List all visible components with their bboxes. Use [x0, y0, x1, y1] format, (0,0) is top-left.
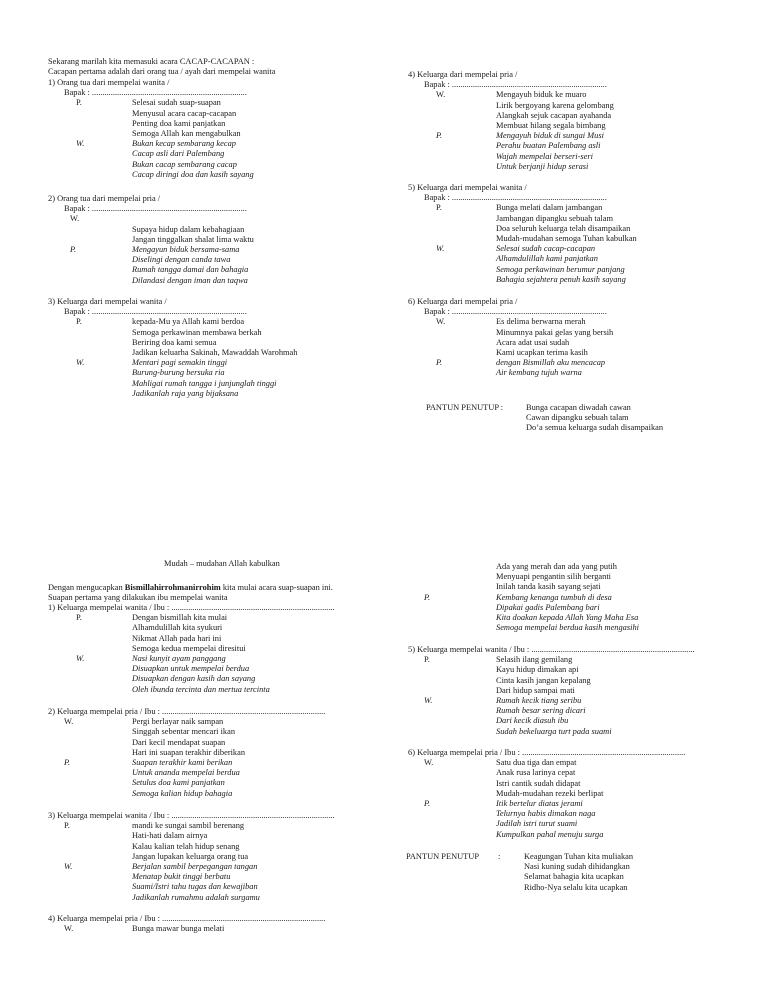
speaker-marker: P.: [424, 592, 431, 602]
verse-line: [48, 821, 335, 831]
verse-text: Disuapkan untuk mempelai berdua: [132, 664, 250, 674]
verse-text: Semoga mempelai berdua kasih mengasihi: [496, 623, 639, 633]
section-heading: 1) Keluarga mempelai wanita / Ibu : ..............................................................................: [48, 603, 335, 612]
verse-line: [48, 347, 298, 358]
verse-text: Semoga perkawinan berumur panjang: [496, 264, 625, 274]
verse-text: Selesai sudah suap-suapan: [132, 98, 221, 108]
verse-line: [408, 213, 613, 224]
verse-text: Untuk berjanji hidup serasi: [496, 161, 589, 171]
verse-text: Hati-hati dalam airnya: [132, 831, 208, 841]
verse-line: [48, 758, 325, 768]
verse-text: Jangan tinggalkan shalat lima waktu: [132, 234, 254, 244]
verse-line: [48, 674, 335, 684]
section-u5: [408, 183, 637, 285]
verse-line: [408, 368, 607, 378]
verse-text: Bukan cacap sembarang cacap: [132, 159, 237, 169]
verse-line: [48, 317, 247, 327]
speaker-marker: P.: [436, 131, 443, 141]
section-heading: 2) Orang tua dari mempelai pria /: [48, 194, 161, 203]
verse-line: [48, 842, 335, 852]
verse-text: Semoga Allah kan mengabulkan: [132, 128, 241, 138]
verse-text: Setulus doa kami panjatkan: [132, 778, 225, 788]
verse-line: [48, 389, 247, 399]
verse-line: [408, 676, 695, 686]
verse-text: Rumah tangga damai dan bahagia: [132, 265, 249, 275]
verse-text: Mudah-mudahan semoga Tuhan kabulkan: [496, 233, 637, 243]
verse-text: Nasi kunyit ayam panggang: [132, 653, 226, 663]
verse-line: [408, 665, 695, 675]
verse-line: [408, 203, 607, 213]
verse-text: Jangan lupakan keluarga orang tua: [132, 851, 249, 861]
verse-text: Selasih ilang gemilang: [496, 655, 573, 665]
verse: [408, 655, 695, 737]
verse-line: [48, 623, 335, 633]
verse-line: [48, 234, 254, 245]
intro-block: [48, 57, 275, 77]
pantun-line: Do’a semua keluarga sudah disampaikan: [526, 423, 664, 433]
verse-line: [48, 214, 247, 224]
speaker-marker: W.: [436, 90, 446, 100]
verse-text: Dilandasi dengan iman dan taqwa: [132, 275, 248, 285]
verse-line: [408, 162, 607, 172]
verse-text: Jambangan dipangku sebuah talam: [496, 213, 613, 223]
section-heading: 3) Keluarga mempelai wanita / Ibu : ..............................................................................: [48, 811, 335, 820]
section-u4: [408, 70, 614, 172]
verse: [408, 317, 614, 378]
verse-line: [408, 348, 607, 358]
bapak-line: Bapak : ..........................................................................: [64, 204, 247, 214]
verse-line: [48, 225, 247, 235]
verse: [408, 90, 614, 172]
speaker-marker: P.: [64, 821, 70, 831]
verse-text: Semoga perkawinan membawa berkah: [132, 327, 262, 337]
verse-line: [408, 100, 614, 111]
verse-line: [408, 264, 625, 275]
verse-line: [408, 223, 631, 234]
verse-line: [408, 358, 607, 368]
verse-text: Kami ucapkan terima kasih: [496, 347, 588, 357]
verse-text: Dengan bismillah kita mulai: [132, 613, 228, 623]
verse-text: Wajah mempelai berseri-seri: [496, 151, 593, 161]
verse-text: Singgah sebentar mencari ikan: [132, 727, 236, 737]
section-l3: [48, 811, 335, 903]
verse-text: Dari hidup sampai mati: [496, 685, 575, 695]
verse-line: [48, 139, 247, 149]
verse-text: Kembang kenanga tumbuh di desa: [496, 592, 612, 602]
verse-line: [48, 276, 247, 286]
verse-text: Alangkah sejuk cacapan ayahanda: [496, 110, 612, 120]
verse-line: [408, 254, 607, 264]
verse: [48, 214, 254, 285]
verse-text: Jadikanlah rumahmu adalah surgamu: [132, 892, 260, 902]
speaker-marker: P.: [70, 244, 77, 254]
pantun-line: Nasi kuning sudah dihidangkan: [524, 862, 630, 872]
verse-line: [48, 644, 335, 654]
verse-text: Suami/Istri tahu tugas dan kewajiban: [132, 882, 258, 892]
verse-line: [48, 613, 335, 623]
bapak-line: Bapak : ..........................................................................: [64, 88, 247, 98]
speaker-marker: W.: [64, 861, 73, 871]
verse-text: Istri cantik sudah didapat: [496, 778, 581, 788]
verse-line: [48, 338, 247, 348]
verse-line: [48, 368, 247, 378]
verse-line: [48, 924, 325, 934]
verse-text: Acara adat usai sudah: [496, 337, 570, 347]
verse-text: Mengayun biduk bersama-sama: [132, 244, 240, 254]
verse-text: Dipakai gadis Palembang bari: [496, 602, 600, 612]
pantun-label: PANTUN PENUTUP :: [426, 403, 504, 412]
verse: [408, 758, 685, 840]
verse-text: Bunga melati dalam jambangan: [496, 203, 603, 213]
section-u3: [48, 297, 298, 399]
pantun-line: Keagungan Tuhan kita muliakan: [524, 852, 634, 861]
section-u1: [48, 78, 254, 180]
verse-line: [408, 686, 695, 696]
verse-text: Mentari pagi semakin tinggi: [132, 358, 228, 368]
verse-text: Membuat hilang segala bimbang: [496, 120, 606, 130]
verse-line: [408, 716, 695, 726]
verse-text: Satu dua tiga dan empat: [496, 758, 577, 768]
speaker-marker: W.: [424, 695, 433, 705]
verse-text: Kalau kalian telah hidup senang: [132, 841, 240, 851]
intro-block: [48, 583, 333, 603]
section-u2: [48, 194, 254, 286]
speaker-marker: W.: [64, 924, 74, 934]
section-heading: 6) Keluarga mempelai pria / Ibu : ..............................................................................: [408, 748, 686, 757]
pantun-colon: :: [498, 852, 501, 861]
speaker-marker: W.: [70, 214, 80, 224]
verse-line: [48, 265, 247, 275]
verse-line: [48, 862, 335, 872]
verse-text: Pergi berlayar naik sampan: [132, 717, 224, 727]
verse-text: Jadilah istri turut suami: [496, 819, 578, 829]
verse-line: [408, 152, 607, 162]
section-l2: [48, 707, 325, 799]
verse-text: Dari kecil mendapat suapan: [132, 737, 226, 747]
verse-text: Ada yang merah dan ada yang putih: [496, 562, 617, 571]
verse-text: Lirik bergoyang karena gelombang: [496, 100, 614, 110]
verse-text: Menatap bukit tinggi berbatu: [132, 872, 231, 882]
section-l4: [48, 914, 325, 934]
intro-line: Suapan pertama yang dilakukan ibu mempelai wanita: [48, 593, 228, 603]
verse-line: [48, 738, 325, 748]
section-heading: 3) Keluarga dari mempelai wanita /: [48, 297, 167, 306]
verse-text: Jadikanlah raja yang bijaksana: [132, 388, 239, 398]
verse-line: [408, 233, 637, 244]
page-title: Mudah – mudahan Allah kabulkan: [164, 559, 280, 568]
verse-text: Dari kecik diasuh ibu: [496, 716, 569, 726]
verse-line: [408, 768, 685, 778]
verse-line: [408, 696, 695, 706]
verse-line: [48, 872, 335, 882]
verse-text: Disuapkan dengan kasih dan sayang: [132, 674, 256, 684]
verse-text: Mudah-mudahan rezeki berlipat: [496, 788, 604, 798]
verse: [48, 924, 325, 934]
verse-line: [408, 90, 607, 100]
verse-line: [408, 244, 607, 254]
verse-line: [408, 779, 685, 789]
verse-line: [48, 654, 335, 664]
pantun-line: Cawan dipangku sebuah talam: [526, 413, 629, 423]
speaker-marker: P.: [424, 655, 430, 665]
verse-line: [48, 119, 247, 129]
verse-text: Bahagia sejahtera penuh kasih sayang: [496, 274, 626, 284]
section-l5: [408, 645, 695, 737]
verse: [48, 821, 335, 903]
verse-text: Kayu hidup dimakan api: [496, 665, 579, 675]
speaker-marker: P.: [436, 203, 442, 213]
verse-text: Itik bertelur diatas jerami: [496, 798, 583, 808]
verse-text: Rumah besar sering dicari: [496, 706, 586, 716]
verse-line: [48, 255, 247, 265]
verse: [408, 203, 637, 285]
verse-line: [48, 160, 247, 170]
speaker-marker: P.: [76, 98, 82, 108]
speaker-marker: W.: [76, 653, 85, 663]
verse-line: [408, 799, 685, 809]
verse-line: [48, 378, 277, 389]
intro-line: Sekarang marilah kita memasuki acara CACAP-CACAPAN :: [48, 57, 255, 66]
verse-line: [48, 685, 335, 695]
verse-text: Selesai sudah cacap-cacapan: [496, 244, 596, 254]
section-heading: 4) Keluarga mempelai pria / Ibu : ..............................................................................: [48, 914, 326, 923]
pantun-lines: [526, 403, 663, 434]
section-heading: 1) Orang tua dari mempelai wanita /: [48, 78, 170, 87]
verse-line: [48, 169, 254, 180]
verse-line: [48, 327, 262, 338]
pantun-line: Bunga cacapan diwadah cawan: [526, 403, 631, 412]
verse-text: Beriring doa kami semua: [132, 337, 217, 347]
verse-text: Inilah tanda kasih sayang sejati: [496, 582, 601, 592]
verse-text: Bunga mawar bunga melati: [132, 924, 225, 934]
verse-text: Rumah kecik tiang seribu: [496, 695, 582, 705]
speaker-marker: W.: [424, 758, 434, 768]
section-u6: [408, 297, 614, 379]
verse-text: Supaya hidup dalam kebahagiaan: [132, 224, 245, 234]
pantun-lines: [524, 852, 633, 893]
verse-text: Semoga kalian hidup bahagia: [132, 788, 233, 798]
verse-line: [48, 664, 335, 674]
speaker-marker: W.: [76, 358, 85, 368]
verse: [48, 613, 335, 695]
speaker-marker: P.: [436, 358, 443, 368]
verse-text: Burung-burung bersuka ria: [132, 368, 225, 378]
speaker-marker: W.: [436, 317, 446, 327]
verse-text: Air kembang tujuh warna: [496, 368, 582, 378]
verse-text: Alhamdulillah kita syukuri: [132, 623, 223, 633]
speaker-marker: W.: [64, 717, 74, 727]
verse-text: dengan Bismillah aku mencacap: [496, 358, 606, 368]
verse-text: Cinta kasih jangan kepalang: [496, 675, 591, 685]
verse-text: Kumpulkan pahal menuju surga: [496, 829, 604, 839]
verse-text: Perahu buatan Palembang asli: [496, 141, 601, 151]
speaker-marker: P.: [76, 317, 82, 327]
verse-line: [408, 110, 612, 121]
verse-line: [408, 655, 695, 665]
verse-text: Mengayuh biduk di sungai Musi: [496, 131, 604, 141]
verse-line: [408, 131, 607, 141]
verse-line: [48, 109, 247, 119]
section-l6: [408, 748, 685, 840]
intro-line: Cacapan pertama adalah dari orang tua / ayah dari mempelai wanita: [48, 67, 276, 77]
verse-text: Minumnya pakai gelas yang bersih: [496, 327, 614, 337]
verse-text: Semoga kedua mempelai diresitui: [132, 643, 246, 653]
verse-text: Alhamdulillah kami panjatkan: [496, 254, 598, 264]
section-heading: 5) Keluarga dari mempelai wanita /: [408, 183, 527, 192]
verse: [48, 717, 325, 799]
bapak-line: Bapak : ..........................................................................: [424, 80, 607, 90]
verse-text: Jadikan keluarha Sakinah, Mawaddah Warohmah: [132, 347, 298, 357]
verse-line: [48, 748, 325, 758]
verse-line: [48, 893, 335, 903]
verse-line: [408, 274, 626, 285]
verse-line: [408, 809, 685, 819]
bapak-line: Bapak : ..........................................................................: [424, 193, 607, 203]
verse-text: Cacap diringi doa dan kasih sayang: [132, 169, 254, 179]
verse-line: [408, 327, 614, 338]
pantun-line: Ridho-Nya selalu kita ucapkan: [524, 882, 628, 892]
verse-line: [408, 789, 685, 799]
verse-line: [408, 819, 685, 829]
verse-line: [48, 129, 247, 139]
verse-line: [408, 338, 607, 348]
speaker-marker: P.: [424, 798, 431, 808]
section-heading: 6) Keluarga dari mempelai pria /: [408, 297, 518, 306]
verse-text: Menyusul acara cacap-cacapan: [132, 108, 237, 118]
speaker-marker: P.: [76, 613, 82, 623]
verse-text: Sudah bekeluarga turt pada suami: [496, 726, 612, 736]
verse-text: Oleh ibunda tercinta dan mertua tercinta: [132, 684, 270, 694]
verse-text: Nikmat Allah pada hari ini: [132, 633, 222, 643]
section-l1: [48, 603, 335, 695]
verse-line: [48, 98, 247, 108]
section-heading: 4) Keluarga dari mempelai pria /: [408, 70, 518, 79]
verse-line: [48, 717, 325, 727]
speaker-marker: W.: [436, 244, 445, 254]
verse-line: [48, 727, 325, 737]
verse-text: Cacap asli dari Palembang: [132, 149, 225, 159]
verse-line: [48, 358, 247, 368]
verse-text: Diselingi dengan canda tawa: [132, 255, 231, 265]
verse-line: [48, 882, 335, 892]
bapak-line: Bapak : ..........................................................................: [424, 307, 607, 317]
verse-text: Untuk ananda mempelai berdua: [132, 768, 240, 778]
verse-text: Hari ini suapan terakhir diberikan: [132, 747, 246, 757]
intro-line: Dengan mengucapkan Bismillahirrohmanirrohim kita mulai acara suap-suapan ini.: [48, 583, 333, 592]
verse-text: Telurnya habis dimakan naga: [496, 809, 596, 819]
pantun-line: Selamat bahagia kita ucapkan: [524, 872, 624, 882]
verse-text: Kita doakan kepada Allah Yang Maha Esa: [496, 612, 639, 622]
verse-text: mandi ke sungai sambil berenang: [132, 821, 245, 831]
verse-text: Doa seluruh keluarga telah disampaikan: [496, 223, 631, 233]
verse-line: [408, 758, 685, 768]
verse-text: Bukan kecap sembarang kecap: [132, 139, 236, 149]
verse-line: [48, 831, 335, 841]
verse-line: [48, 768, 325, 778]
verse-line: [408, 830, 685, 840]
verse-line: [48, 789, 325, 799]
verse-line: [48, 245, 247, 255]
verse-text: Mengayuh biduk ke muaro: [496, 90, 587, 100]
verse-line: [48, 149, 247, 159]
verse-line: [48, 634, 335, 644]
verse-line: [408, 141, 607, 151]
verse-text: Es delima berwarna merah: [496, 317, 586, 327]
verse-text: Berjalan sambil berpegangan tangan: [132, 861, 258, 871]
verse-line: [408, 121, 607, 131]
verse-line: [408, 727, 695, 737]
speaker-marker: W.: [76, 139, 85, 149]
verse-text: Menyuapi pengantin silih berganti: [496, 572, 611, 582]
section-heading: 5) Keluarga mempelai wanita / Ibu : ..............................................................................: [408, 645, 695, 654]
verse: [48, 317, 298, 399]
verse-line: [48, 852, 335, 862]
section-heading: 2) Keluarga mempelai pria / Ibu : ..............................................................................: [48, 707, 326, 716]
verse: [48, 98, 254, 180]
verse-line: [408, 317, 607, 327]
verse-text: kepada-Mu ya Allah kami berdoa: [132, 317, 245, 327]
verse-text: Mahligai rumah tangga i junjunglah tinggi: [132, 378, 277, 388]
speaker-marker: P.: [64, 757, 71, 767]
verse-line: [48, 778, 325, 788]
verse-line: [408, 706, 695, 716]
bapak-line: Bapak : ..........................................................................: [64, 307, 247, 317]
verse-text: Suapan terakhir kami berikan: [132, 757, 233, 767]
pantun-label: PANTUN PENUTUP: [406, 852, 479, 861]
bismillah-text: Bismillahirrohmanirrohim: [124, 583, 221, 592]
verse-text: Anak rusa larinya cepat: [496, 768, 576, 778]
verse-text: Penting doa kami panjatkan: [132, 118, 226, 128]
